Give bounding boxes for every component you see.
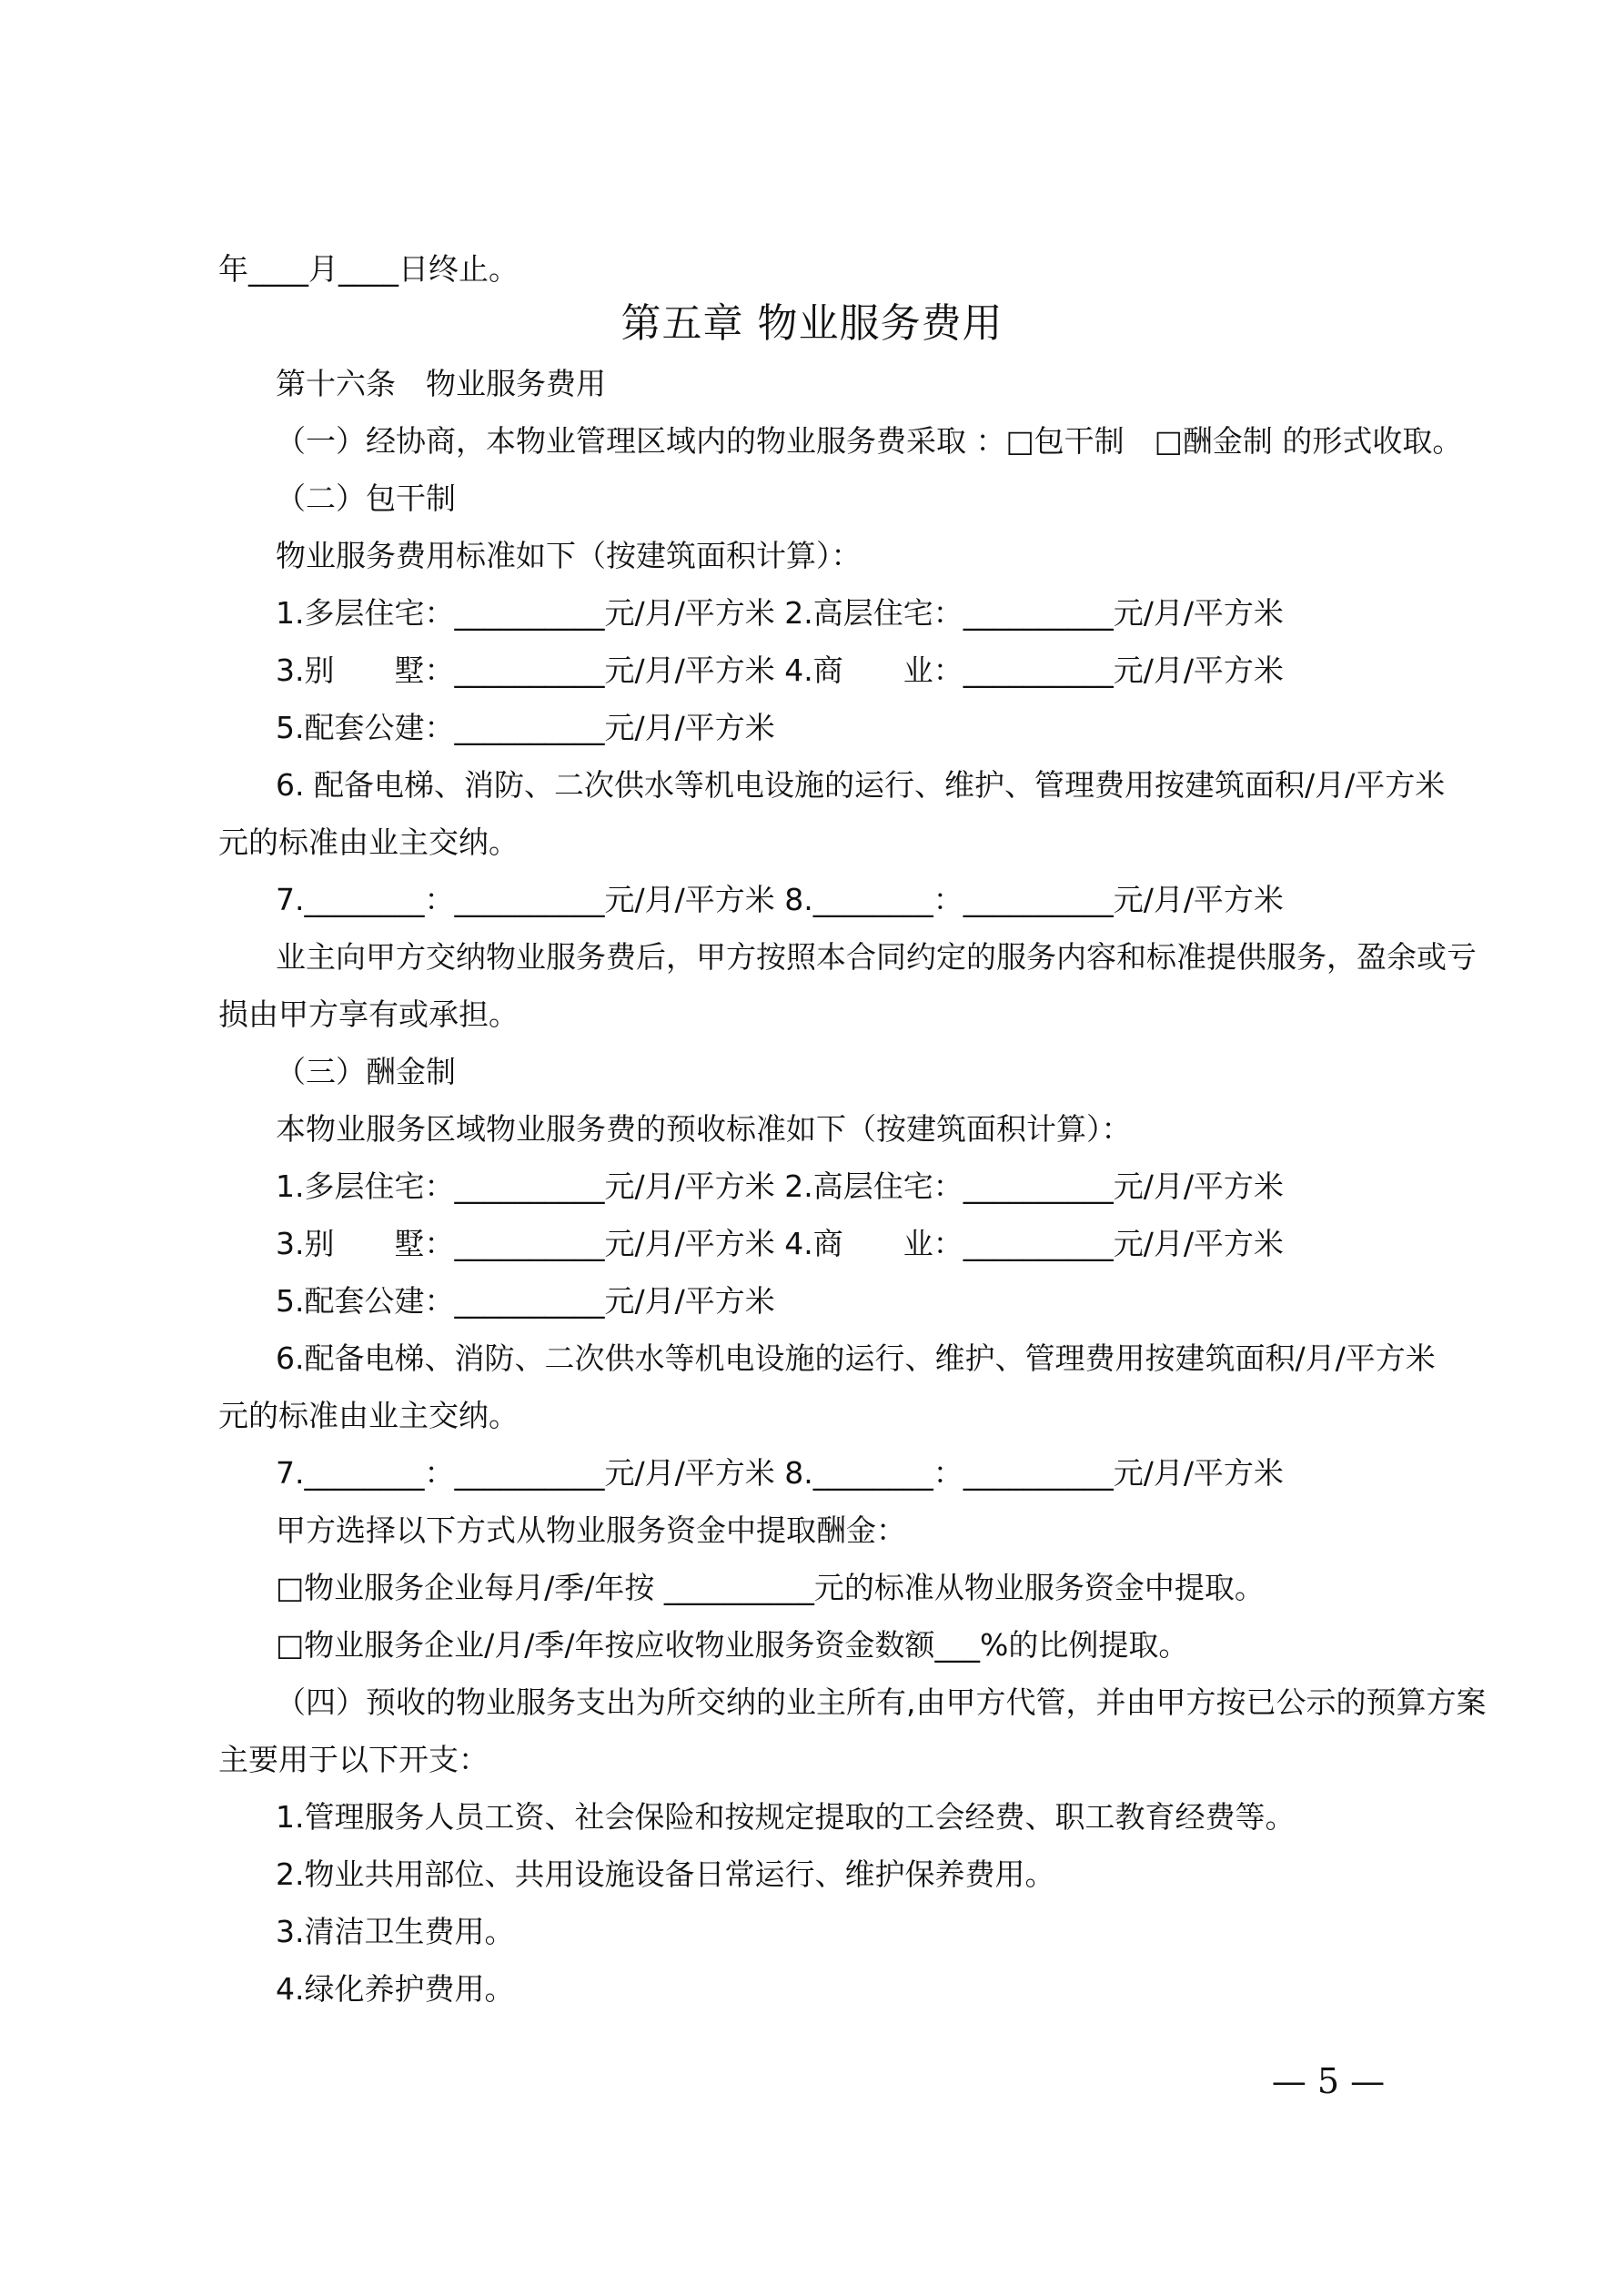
text-line: 损由甲方享有或承担。 <box>218 996 519 1032</box>
text-line: 4.绿化养护费用。 <box>276 1971 515 2007</box>
text-line: 7.________：__________元/月/平方米 8.________：__________元/月/平方米 <box>276 1455 1284 1491</box>
text-line: 5.配套公建：__________元/月/平方米 <box>276 710 775 745</box>
text-line: 物业服务费用标准如下（按建筑面积计算）： <box>276 538 862 573</box>
text-line: □物业服务企业/月/季/年按应收物业服务资金数额___%的比例提取。 <box>276 1627 1189 1663</box>
text-line: 6. 配备电梯、消防、二次供水等机电设施的运行、维护、管理费用按建筑面积/月/平方米 <box>276 767 1446 803</box>
text-line: 甲方选择以下方式从物业服务资金中提取酬金： <box>276 1512 906 1548</box>
text-line: 1.管理服务人员工资、社会保险和按规定提取的工会经费、职工教育经费等。 <box>276 1799 1296 1835</box>
text-line: 3.别 墅：__________元/月/平方米 4.商 业：__________元/月/平方米 <box>276 1226 1284 1261</box>
text-line: 年____月____日终止。 <box>218 251 519 287</box>
text-line: 3.清洁卫生费用。 <box>276 1914 515 1949</box>
text-line: （四）预收的物业服务支出为所交纳的业主所有,由甲方代管，并由甲方按已公示的预算方案 <box>276 1684 1487 1720</box>
text-line: 第十六条 物业服务费用 <box>276 366 606 401</box>
text-line: （一）经协商，本物业管理区域内的物业服务费采取 ：□包干制 □酬金制 的形式收取。 <box>276 423 1463 459</box>
text-line: 3.别 墅：__________元/月/平方米 4.商 业：__________元/月/平方米 <box>276 652 1284 688</box>
text-line: 6.配备电梯、消防、二次供水等机电设施的运行、维护、管理费用按建筑面积/月/平方米 <box>276 1340 1436 1376</box>
text-line: 1.多层住宅：__________元/月/平方米 2.高层住宅：__________元/月/平方米 <box>276 1168 1284 1204</box>
text-line: 元的标准由业主交纳。 <box>218 1398 519 1433</box>
text-line: （三）酬金制 <box>276 1054 456 1089</box>
text-line: 5.配套公建：__________元/月/平方米 <box>276 1283 775 1319</box>
text-line: 2.物业共用部位、共用设施设备日常运行、维护保养费用。 <box>276 1856 1055 1892</box>
text-line: 本物业服务区域物业服务费的预收标准如下（按建筑面积计算）： <box>276 1111 1132 1147</box>
text-line: □物业服务企业每月/季/年按 __________元的标准从物业服务资金中提取。 <box>276 1570 1265 1605</box>
text-line: 元的标准由业主交纳。 <box>218 824 519 860</box>
text-line: 1.多层住宅：__________元/月/平方米 2.高层住宅：__________元/月/平方米 <box>276 595 1284 631</box>
chapter-title: 第五章 物业服务费用 <box>620 300 1004 347</box>
text-line: （二）包干制 <box>276 480 456 516</box>
text-line: 主要用于以下开支： <box>218 1742 489 1777</box>
text-line: 业主向甲方交纳物业服务费后，甲方按照本合同约定的服务内容和标准提供服务，盈余或亏 <box>276 939 1477 975</box>
text-line: 7.________：__________元/月/平方米 8.________：__________元/月/平方米 <box>276 882 1284 917</box>
page-number: — 5 — <box>1271 2061 1386 2101</box>
